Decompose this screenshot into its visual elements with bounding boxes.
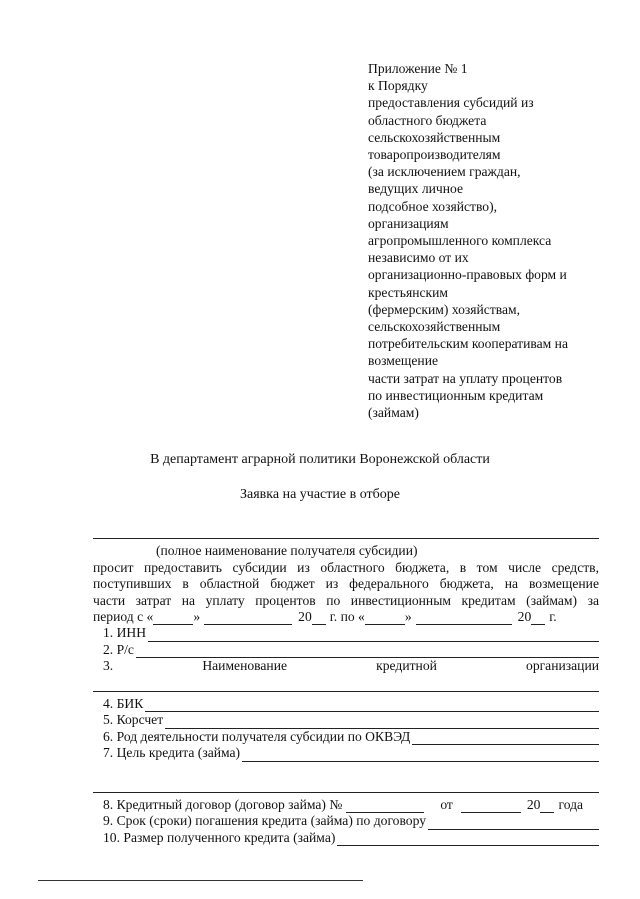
request-text-line: поступивших в областной бюджет из федерального бюджета, на возмещение (93, 576, 599, 592)
purpose-field-continued[interactable] (93, 776, 599, 793)
bank-name-word: Наименование (202, 658, 288, 674)
appendix-line: возмещение (368, 353, 439, 369)
period-end-day-field[interactable] (365, 612, 405, 625)
period-end-year-field[interactable] (531, 612, 545, 625)
recipient-caption: (полное наименование получателя субсидии) (156, 543, 418, 559)
okved-field[interactable] (412, 732, 599, 745)
appendix-line: (фермерским) хозяйствам, (368, 301, 521, 317)
contract-year-word: года (558, 796, 584, 812)
account-field[interactable] (136, 645, 599, 658)
purpose-label: 7. Цель кредита (займа) (103, 745, 241, 761)
appendix-line: сельскохозяйственным (368, 129, 501, 145)
appendix-line: товаропроизводителям (368, 147, 501, 163)
term-field[interactable] (428, 817, 599, 830)
period-year-prefix: 20 (517, 608, 532, 624)
appendix-line: (за исключением граждан, (368, 164, 521, 180)
bik-row (93, 696, 599, 712)
appendix-line: части затрат на уплату процентов (368, 370, 563, 386)
period-quote: » (404, 608, 412, 624)
appendix-line: независимо от их (368, 250, 469, 266)
appendix-line: подсобное хозяйство), (368, 198, 498, 214)
request-text-line: части затрат на уплату процентов по инвестиционным кредитам (займам) за (93, 592, 599, 608)
appendix-line: по инвестиционным кредитам (368, 387, 544, 403)
corr-account-row (93, 712, 599, 728)
appendix-line: сельскохозяйственным (368, 319, 501, 335)
inn-label: 1. ИНН (103, 625, 147, 641)
period-start-day-field[interactable] (153, 612, 193, 625)
request-text-line: просит предоставить субсидии из областного бюджета, в том числе средств, (93, 559, 599, 575)
application-title: Заявка на участие в отборе (240, 487, 400, 502)
bik-field[interactable] (145, 699, 599, 712)
corr-account-field[interactable] (165, 716, 599, 729)
amount-row (93, 830, 599, 846)
period-start-year-field[interactable] (312, 612, 326, 625)
appendix-line: областного бюджета (368, 112, 487, 128)
contract-label: 8. Кредитный договор (договор займа) № (103, 796, 343, 812)
purpose-field[interactable] (242, 749, 599, 762)
term-label: 9. Срок (сроки) погашения кредита (займа) по договору (103, 813, 427, 829)
amount-label: 10. Размер полученного кредита (займа) (103, 829, 336, 845)
appendix-line: организационно-правовых форм и (368, 267, 567, 283)
appendix-line: к Порядку (368, 78, 428, 94)
period-quote: » (193, 608, 201, 624)
appendix-line: предоставления субсидий из (368, 95, 534, 111)
appendix-line: ведущих личное (368, 181, 464, 197)
appendix-line: Приложение № 1 (368, 61, 468, 76)
recipient-name-line[interactable] (93, 522, 599, 539)
bik-label: 4. БИК (103, 695, 144, 711)
okved-row (93, 729, 599, 745)
period-year-prefix: 20 (298, 608, 312, 624)
bank-name-number: 3. (103, 658, 114, 674)
appendix-line: крестьянским (368, 284, 448, 300)
appendix-line: агропромышленного комплекса (368, 233, 552, 249)
account-label: 2. Р/с (103, 641, 134, 657)
contract-date-field[interactable] (461, 800, 521, 813)
bank-name-word: кредитной (376, 658, 437, 674)
account-row (93, 642, 599, 658)
term-row (93, 813, 599, 829)
period-start-month-field[interactable] (204, 612, 292, 625)
contract-year-prefix: 20 (526, 796, 541, 812)
appendix-line: организациям (368, 215, 449, 231)
contract-number-field[interactable] (346, 800, 424, 813)
appendix-header (368, 60, 618, 421)
period-line (93, 609, 599, 625)
bank-name-field[interactable] (93, 675, 599, 692)
okved-label: 6. Род деятельности получателя субсидии по ОКВЭД (103, 728, 411, 744)
department-addressee: В департамент аграрной политики Воронежской области (150, 452, 490, 467)
application-form (93, 522, 599, 846)
period-to: г. по « (329, 608, 365, 624)
contract-year-field[interactable] (540, 800, 554, 813)
contract-from: от (440, 796, 453, 812)
bank-name-word: организации (526, 658, 599, 674)
appendix-line: потребительским кооперативам на (368, 336, 568, 352)
period-prefix: период с « (93, 608, 154, 624)
bank-name-row (93, 658, 599, 674)
corr-account-label: 5. Корсчет (103, 712, 164, 728)
footer-divider (38, 880, 363, 881)
purpose-row (93, 745, 599, 761)
period-end: г. (549, 608, 557, 624)
inn-field[interactable] (148, 629, 599, 642)
amount-field[interactable] (337, 833, 599, 846)
inn-row (93, 625, 599, 641)
contract-row (93, 797, 599, 813)
period-end-month-field[interactable] (416, 612, 512, 625)
appendix-line: (займам) (368, 405, 419, 421)
